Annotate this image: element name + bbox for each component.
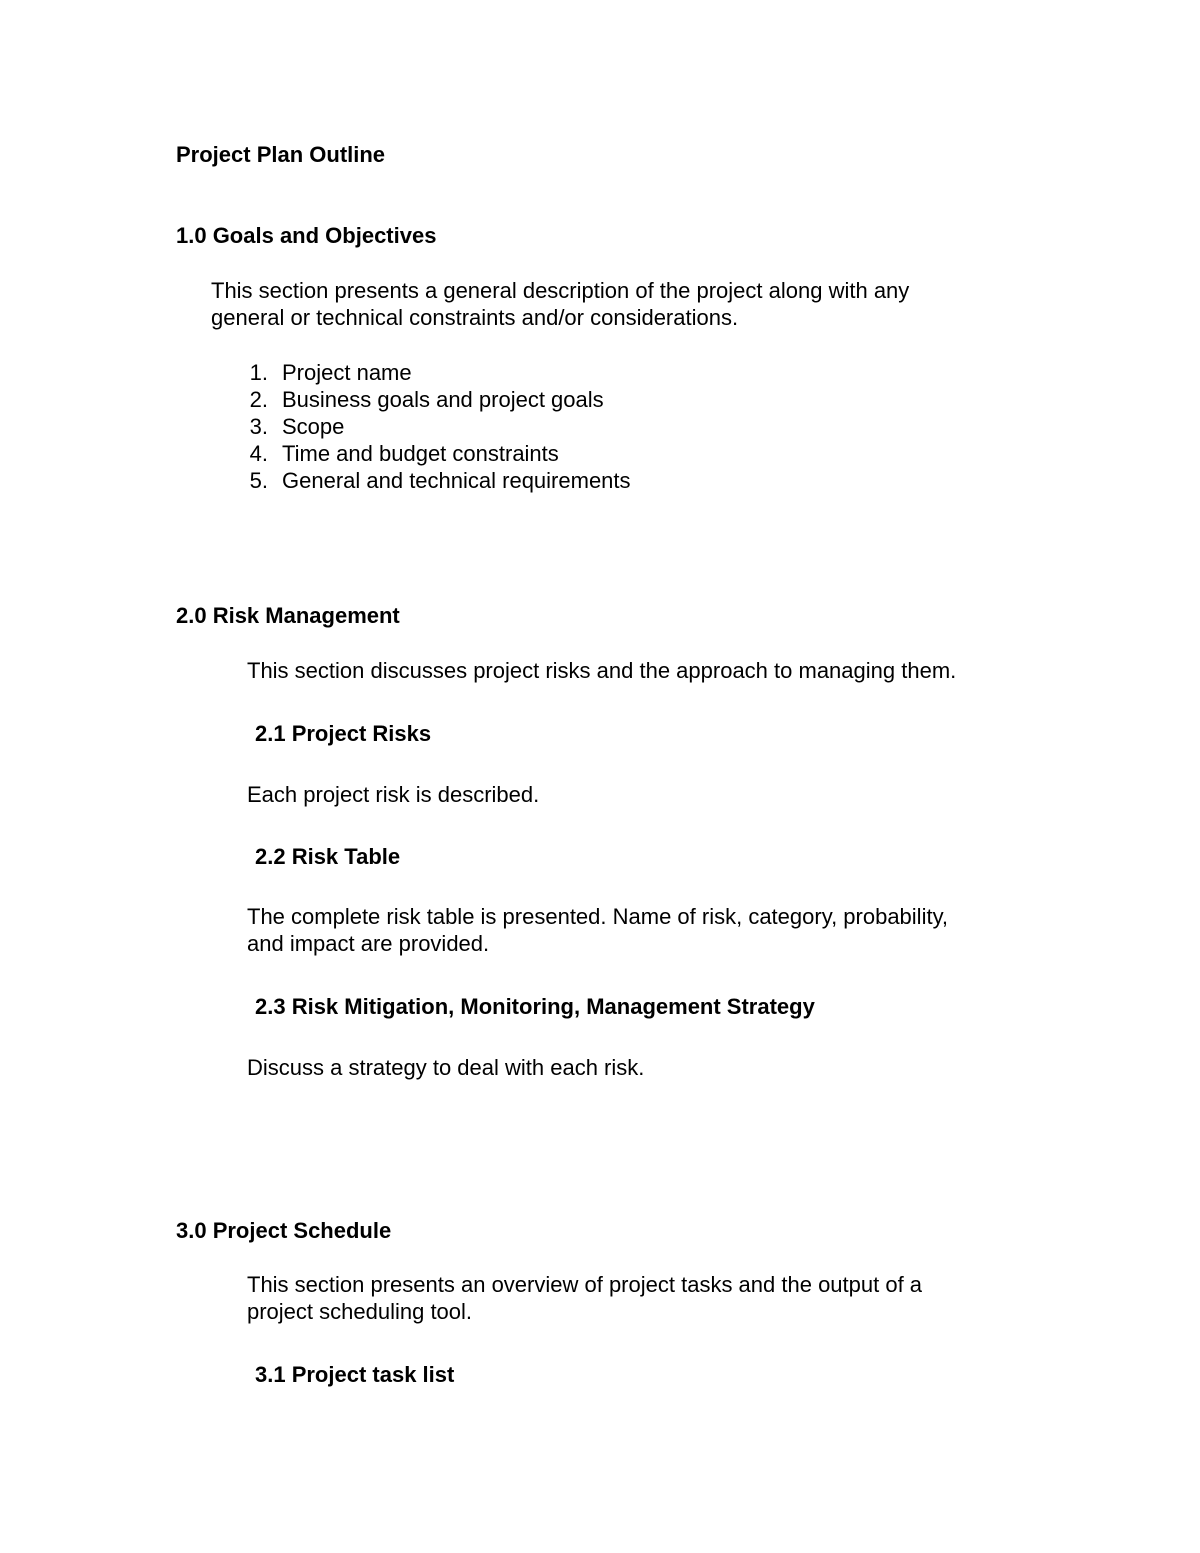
subsection-heading-risk-table: 2.2 Risk Table [255, 844, 401, 869]
list-item-number: 4. [249, 441, 268, 466]
list-item-text: Project name [282, 360, 412, 385]
section-intro-goals-line1: This section presents a general description of the project along with any [211, 278, 910, 303]
list-item-number: 1. [249, 360, 268, 385]
section-intro-project-schedule-line2: project scheduling tool. [247, 1299, 473, 1324]
subsection-text-risk-mitigation: Discuss a strategy to deal with each risk. [247, 1055, 645, 1080]
section-intro-risk-management: This section discusses project risks and the approach to managing them. [247, 658, 957, 683]
list-item-text: General and technical requirements [282, 468, 631, 493]
list-item-text: Scope [282, 414, 345, 439]
list-item-text: Time and budget constraints [282, 441, 559, 466]
list-item-text: Business goals and project goals [282, 387, 604, 412]
section-intro-project-schedule-line1: This section presents an overview of project tasks and the output of a [247, 1272, 923, 1297]
subsection-text-risk-table-line1: The complete risk table is presented. Name of risk, category, probability, [247, 904, 949, 929]
subsection-text-project-risks: Each project risk is described. [247, 782, 540, 807]
page-title: Project Plan Outline [176, 142, 386, 167]
section-heading-risk-management: 2.0 Risk Management [176, 603, 400, 628]
section-heading-goals: 1.0 Goals and Objectives [176, 223, 437, 248]
subsection-heading-project-risks: 2.1 Project Risks [255, 721, 432, 746]
list-item-number: 3. [249, 414, 268, 439]
list-item-number: 5. [249, 468, 268, 493]
subsection-text-risk-table-line2: and impact are provided. [247, 931, 490, 956]
subsection-heading-risk-mitigation: 2.3 Risk Mitigation, Monitoring, Management Strategy [255, 994, 815, 1019]
section-heading-project-schedule: 3.0 Project Schedule [176, 1218, 392, 1243]
section-intro-goals-line2: general or technical constraints and/or considerations. [211, 305, 739, 330]
subsection-heading-project-task-list: 3.1 Project task list [255, 1362, 455, 1387]
list-item-number: 2. [249, 387, 268, 412]
